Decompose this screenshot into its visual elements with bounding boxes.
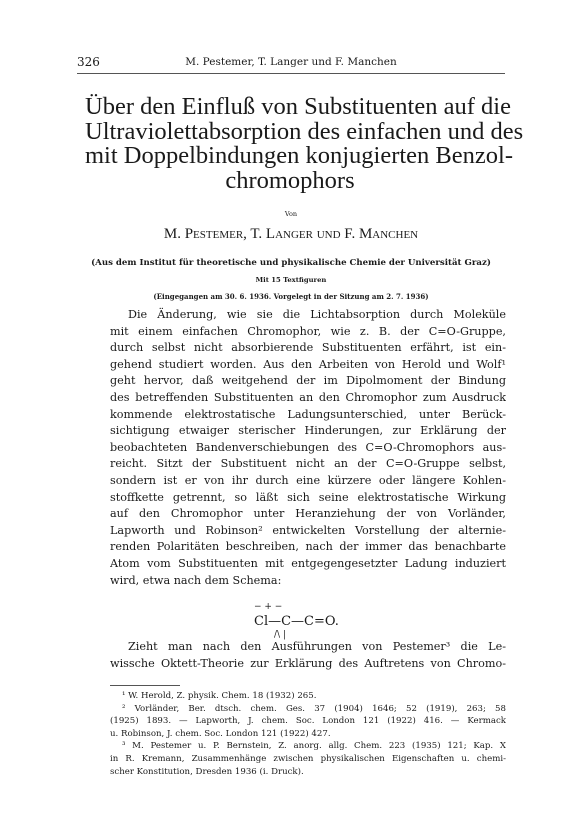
title-line: Ultraviolettabsorption des einfachen und des xyxy=(85,117,524,145)
body-line: sondern ist er von ihr durch eine kürzere oder längere Kohlen- xyxy=(110,473,506,487)
body-line: sichtigung etwaiger sterischer Hinderungen, zur Erklärung der xyxy=(110,424,506,438)
footnote-line: scher Konstitution, Dresden 1936 (i. Druck). xyxy=(110,766,304,777)
footnote-line: (1925) 1893. — Lapworth, J. chem. Soc. London 121 (1922) 416. — Kermack xyxy=(110,716,506,727)
body-line: Die Änderung, wie sie die Lichtabsorption durch Moleküle xyxy=(128,308,506,321)
title-line: mit Doppelbindungen konjugierten Benzol- xyxy=(85,142,513,169)
body-line: Lapworth und Robinson² entwickelten Vorstellung der alternie- xyxy=(110,523,506,537)
running-head xyxy=(77,55,505,71)
body-line: stoffkette getrennt, so läßt sich seine elektrostatische Wirkung xyxy=(110,490,506,504)
schema-formula: Cl—C—C=O. xyxy=(254,614,339,629)
footnote-line: in R. Kremann, Zusammenhänge zwischen physikalischen Eigenschaften u. chemi- xyxy=(110,753,506,764)
footnotes xyxy=(110,690,506,778)
footnote-line: ² Vorländer, Ber. dtsch. chem. Ges. 37 (1904) 1646; 52 (1919), 263; 58 xyxy=(122,703,506,714)
title-line: Über den Einfluß von Substituenten auf die xyxy=(85,93,511,120)
body-line: Zieht man nach den Ausführungen von Pestemer³ die Le- xyxy=(128,640,506,653)
running-authors: M. Pestemer, T. Langer und F. Manchen xyxy=(185,56,397,68)
footnote-line: ¹ W. Herold, Z. physik. Chem. 18 (1932) 265. xyxy=(122,691,317,701)
title-line: chromophors xyxy=(225,166,355,194)
byline-authors: M. Pestemer, T. Langer und F. Manchen xyxy=(163,226,419,242)
paragraph-1 xyxy=(110,307,506,589)
affiliation: (Aus dem Institut für theoretische und physikalische Chemie der Universität Graz) xyxy=(91,258,491,268)
header-rule xyxy=(77,73,505,74)
page-number: 326 xyxy=(77,55,100,69)
footnote-line: u. Robinson, J. chem. Soc. London 121 (1922) 427. xyxy=(110,728,331,739)
figures-note: Mit 15 Textfiguren xyxy=(255,276,327,284)
body-line: mit einem einfachen Chromophor, wie z. B. der C=O-Gruppe, xyxy=(110,324,506,338)
footnote-line: ³ M. Pestemer u. P. Bernstein, Z. anorg. allg. Chem. 223 (1935) 121; Kap. X xyxy=(122,741,506,752)
schema-charges: − + − xyxy=(254,602,283,612)
body-line: beobachteten Bandenverschiebungen des C=O-Chromophors aus- xyxy=(110,440,506,454)
body-line: wird, etwa nach dem Schema: xyxy=(110,573,282,587)
paragraph-2 xyxy=(110,639,506,672)
body-line: auf den Chromophor unter Heranziehung der von Vorländer, xyxy=(110,507,506,521)
received-date: (Eingegangen am 30. 6. 1936. Vorgelegt in der Sitzung am 2. 7. 1936) xyxy=(153,292,429,301)
body-line: wissche Oktett-Theorie zur Erklärung des Auftretens von Chromo- xyxy=(110,656,506,670)
article-title xyxy=(85,93,524,194)
footnote-rule xyxy=(110,685,180,686)
body-line: renden Polaritäten beschreiben, nach der immer das benachbarte xyxy=(110,540,506,554)
body-line: reicht. Sitzt der Substituent nicht an der C=O-Gruppe selbst, xyxy=(110,457,506,471)
polarity-schema xyxy=(254,602,364,640)
body-line: des betreffenden Substituenten an den Chromophor zum Ausdruck xyxy=(110,390,506,404)
schema-substituents: /\ | xyxy=(274,630,286,640)
byline-von: Von xyxy=(284,210,298,218)
body-line: gehend studiert worden. Aus den Arbeiten von Herold und Wolf¹ xyxy=(110,357,506,371)
body-line: Atom vom Substituenten mit entgegengesetzter Ladung induziert xyxy=(110,556,506,570)
body-line: geht hervor, daß weitgehend der im Dipolmoment der Bindung xyxy=(110,374,506,388)
body-line: durch selbst nicht absorbierende Substituenten erfährt, ist ein- xyxy=(110,341,506,355)
body-line: kommende elektrostatische Ladungsunterschied, unter Berück- xyxy=(110,407,506,421)
